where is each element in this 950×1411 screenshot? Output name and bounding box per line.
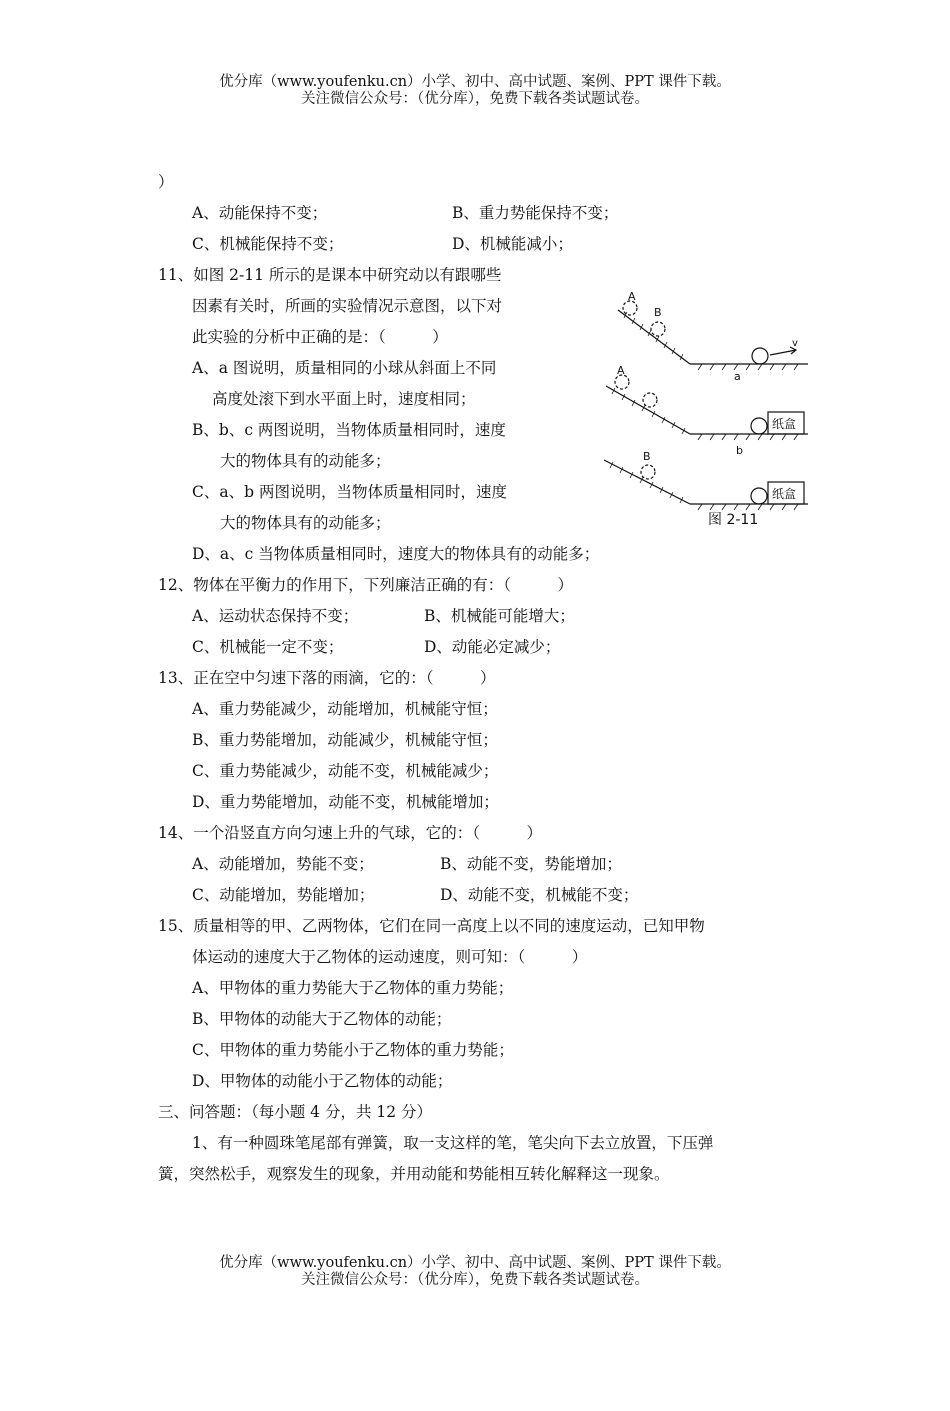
q13-stem: 13、正在空中匀速下落的雨滴，它的：（ ） <box>158 669 496 687</box>
q11-stem-line-2: 因素有关时，所画的实验情况示意图，以下对 <box>192 297 503 315</box>
q14-option-d: D、动能不变，机械能不变； <box>440 886 639 904</box>
label-a-ball-B: B <box>654 306 662 319</box>
q15-stem-line-2: 体运动的速度大于乙物体的运动速度，则可知：（ ） <box>192 948 588 966</box>
q13-option-c: C、重力势能减少，动能不变，机械能减少； <box>192 762 499 780</box>
header-line-1: 优分库（www.youfenku.cn）小学、初中、高中试题、案例、PPT 课件下载。 <box>219 74 731 90</box>
q10-option-c: C、机械能保持不变； <box>192 235 344 253</box>
q12-option-a: A、运动状态保持不变； <box>192 607 359 625</box>
label-diagram-b: b <box>736 444 743 457</box>
diagram-c <box>604 460 808 510</box>
q14-stem: 14、一个沿竖直方向匀速上升的气球，它的：（ ） <box>158 824 542 842</box>
q15-option-b: B、甲物体的动能大于乙物体的动能； <box>192 1010 452 1028</box>
q13-option-a: A、重力势能减少，动能增加，机械能守恒； <box>192 700 498 718</box>
figure-2-11-drawing <box>598 288 818 528</box>
q11-option-a-line-2: 高度处滚下到水平面上时，速度相同； <box>212 390 476 408</box>
section-3-q1-line-2: 簧，突然松手，观察发生的现象，并用动能和势能相互转化解释这一现象。 <box>158 1165 670 1183</box>
label-diagram-a: a <box>734 370 741 383</box>
label-velocity-v: v <box>792 338 798 349</box>
q11-option-b-line-2: 大的物体具有的动能多； <box>220 452 391 470</box>
q10-option-d: D、机械能减小； <box>452 235 573 253</box>
q10-option-a: A、动能保持不变； <box>192 204 328 222</box>
label-c-paper-box: 纸盒 <box>772 487 797 501</box>
page-header <box>0 74 950 108</box>
q15-option-a: A、甲物体的重力势能大于乙物体的重力势能； <box>192 979 514 997</box>
q11-option-b-line-1: B、b、c 两图说明，当物体质量相同时，速度 <box>192 421 506 439</box>
q10-paren: ） <box>158 173 174 191</box>
section-3-q1-line-1: 1、有一种圆珠笔尾部有弹簧，取一支这样的笔，笔尖向下去立放置，下压弹 <box>192 1134 714 1152</box>
q11-option-c-line-1: C、a、b 两图说明，当物体质量相同时，速度 <box>192 483 507 501</box>
q14-option-b: B、动能不变，势能增加； <box>440 855 622 873</box>
q11-stem-line-1: 11、如图 2-11 所示的是课本中研究动以有跟哪些 <box>158 266 502 284</box>
diagram-a <box>618 301 808 370</box>
figure-caption: 图 2-11 <box>708 512 759 528</box>
q13-option-b: B、重力势能增加，动能减少，机械能守恒； <box>192 731 498 749</box>
q14-option-c: C、动能增加，势能增加； <box>192 886 375 904</box>
q15-option-d: D、甲物体的动能小于乙物体的动能； <box>192 1072 453 1090</box>
footer-line-1: 优分库（www.youfenku.cn）小学、初中、高中试题、案例、PPT 课件下载。 <box>219 1255 731 1271</box>
q12-option-b: B、机械能可能增大； <box>424 607 575 625</box>
q11-option-c-line-2: 大的物体具有的动能多； <box>220 514 391 532</box>
label-b-paper-box: 纸盒 <box>772 417 797 431</box>
q15-option-c: C、甲物体的重力势能小于乙物体的重力势能； <box>192 1041 514 1059</box>
figure-2-11 <box>598 288 818 528</box>
section-3-title: 三、问答题：（每小题 4 分，共 12 分） <box>158 1103 433 1121</box>
q12-stem: 12、物体在平衡力的作用下，下列廉洁正确的有：（ ） <box>158 576 573 594</box>
q14-option-a: A、动能增加，势能不变； <box>192 855 374 873</box>
q13-option-d: D、重力势能增加，动能不变，机械能增加； <box>192 793 499 811</box>
label-a-ball-A: A <box>628 290 636 303</box>
q12-option-d: D、动能必定减少； <box>424 638 561 656</box>
q15-stem-line-1: 15、质量相等的甲、乙两物体，它们在同一高度上以不同的速度运动，已知甲物 <box>158 917 705 935</box>
q12-option-c: C、机械能一定不变； <box>192 638 344 656</box>
label-b-ball-A: A <box>617 364 625 377</box>
footer-line-2: 关注微信公众号：（优分库），免费下载各类试题试卷。 <box>301 1272 649 1288</box>
q11-stem-line-3: 此实验的分析中正确的是：（ ） <box>192 328 448 346</box>
header-line-2: 关注微信公众号：（优分库），免费下载各类试题试卷。 <box>301 91 649 107</box>
q11-option-a-line-1: A、a 图说明，质量相同的小球从斜面上不同 <box>192 359 497 377</box>
q11-option-d: D、a、c 当物体质量相同时，速度大的物体具有的动能多； <box>192 545 600 563</box>
label-c-ball-B: B <box>643 450 651 463</box>
q10-option-b: B、重力势能保持不变； <box>452 204 619 222</box>
page-footer <box>0 1255 950 1289</box>
